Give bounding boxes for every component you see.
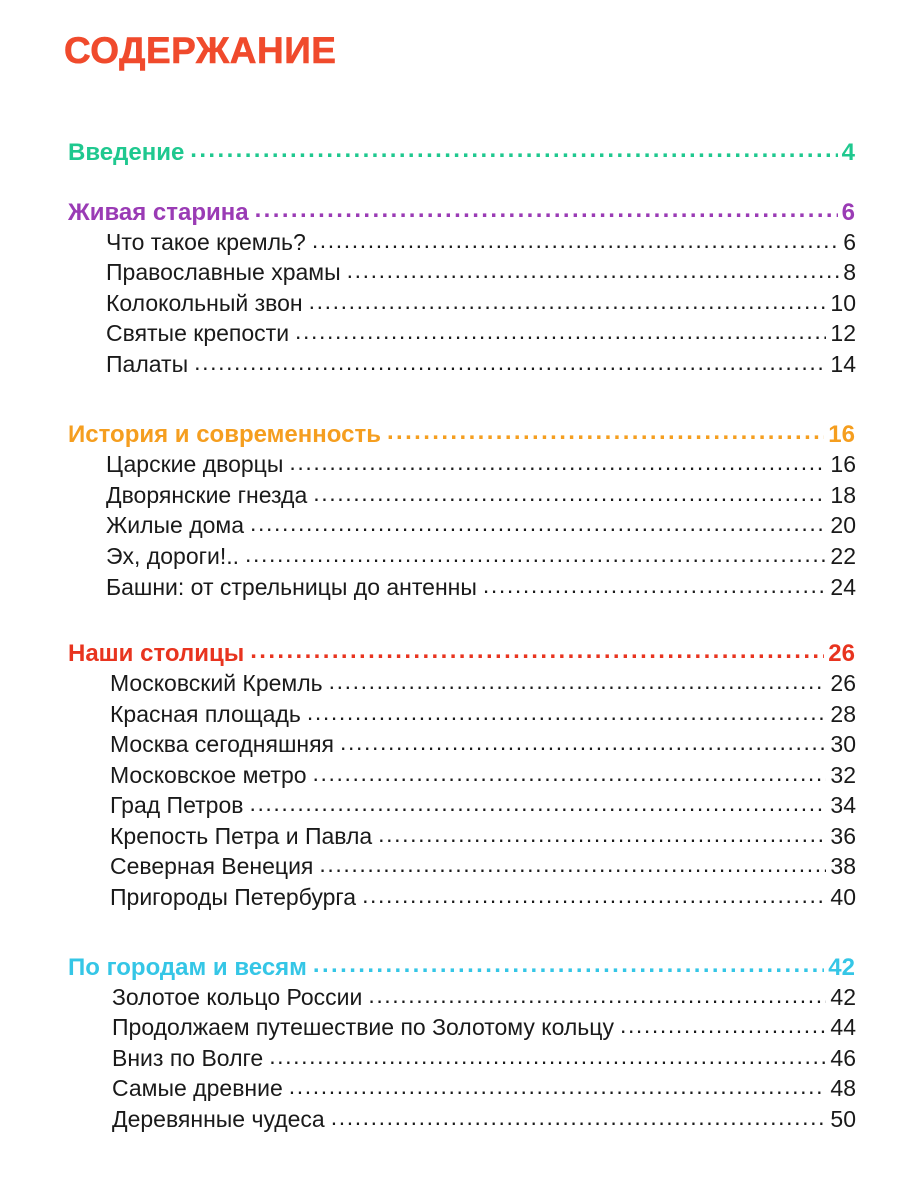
dot-leader — [319, 851, 826, 874]
dot-leader — [347, 257, 840, 280]
toc-item[interactable] — [110, 729, 856, 758]
dot-leader — [620, 1012, 826, 1035]
dot-leader — [378, 821, 826, 844]
item-page-number: 34 — [830, 792, 856, 818]
section-page-number: 16 — [828, 421, 855, 448]
item-page-number: 42 — [830, 984, 856, 1010]
item-title: Деревянные чудеса — [112, 1106, 325, 1132]
dot-leader — [295, 318, 826, 341]
toc-item[interactable] — [106, 288, 856, 317]
item-page-number: 10 — [830, 290, 856, 316]
toc-item[interactable] — [106, 318, 856, 347]
item-title: Продолжаем путешествие по Золотому кольцу — [112, 1014, 614, 1040]
dot-leader — [387, 418, 824, 442]
toc-item[interactable] — [112, 1043, 856, 1072]
section-page-number: 6 — [841, 199, 855, 226]
item-page-number: 48 — [830, 1075, 856, 1101]
item-page-number: 26 — [830, 670, 856, 696]
item-title: Святые крепости — [106, 320, 290, 346]
toc-item[interactable] — [112, 1012, 856, 1041]
dot-leader — [289, 1073, 827, 1096]
toc-item[interactable] — [106, 480, 856, 509]
item-title: Московский Кремль — [110, 670, 323, 696]
dot-leader — [362, 882, 826, 905]
toc-section[interactable] — [68, 951, 855, 982]
section-page-number: 26 — [828, 640, 855, 667]
item-title: Пригороды Петербурга — [110, 884, 357, 910]
toc-item[interactable] — [110, 882, 856, 911]
item-title: Вниз по Волге — [112, 1045, 264, 1071]
toc-section[interactable] — [68, 418, 855, 449]
toc-item[interactable] — [106, 572, 856, 601]
dot-leader — [313, 480, 826, 503]
item-title: Колокольный звон — [106, 290, 303, 316]
item-page-number: 22 — [830, 543, 856, 569]
dot-leader — [309, 288, 827, 311]
toc-item[interactable] — [106, 349, 856, 378]
item-page-number: 20 — [830, 512, 856, 538]
item-page-number: 18 — [830, 482, 856, 508]
item-title: Северная Венеция — [110, 853, 314, 879]
item-page-number: 50 — [830, 1106, 856, 1132]
item-title: Крепость Петра и Павла — [110, 823, 373, 849]
item-title: Что такое кремль? — [106, 229, 306, 255]
toc-item[interactable] — [112, 982, 856, 1011]
section-title: История и современность — [68, 421, 381, 448]
item-title: Эх, дороги!.. — [106, 543, 240, 569]
item-title: Самые древние — [112, 1075, 283, 1101]
toc-item[interactable] — [106, 449, 856, 478]
toc-item[interactable] — [106, 257, 856, 286]
toc-section[interactable] — [68, 637, 855, 668]
item-title: Царские дворцы — [106, 451, 284, 477]
item-title: Жилые дома — [106, 512, 245, 538]
toc-item[interactable] — [110, 790, 856, 819]
item-title: Красная площадь — [110, 701, 301, 727]
dot-leader — [250, 637, 824, 661]
toc-item[interactable] — [112, 1104, 856, 1133]
dot-leader — [245, 541, 826, 564]
toc-section[interactable] — [68, 136, 855, 167]
section-page-number: 4 — [841, 139, 855, 166]
dot-leader — [194, 349, 826, 372]
page-title: СОДЕРЖАНИЕ — [64, 30, 337, 71]
item-title: Московское метро — [110, 762, 307, 788]
dot-leader — [312, 227, 839, 250]
item-page-number: 12 — [830, 320, 856, 346]
section-title: Наши столицы — [68, 640, 245, 667]
dot-leader — [250, 510, 826, 533]
item-page-number: 38 — [830, 853, 856, 879]
dot-leader — [483, 572, 827, 595]
dot-leader — [329, 668, 827, 691]
item-page-number: 30 — [830, 731, 856, 757]
toc-item[interactable] — [106, 510, 856, 539]
item-page-number: 24 — [830, 574, 856, 600]
item-title: Башни: от стрельницы до антенны — [106, 574, 477, 600]
item-title: Православные храмы — [106, 259, 341, 285]
toc-item[interactable] — [112, 1073, 856, 1102]
dot-leader — [313, 951, 824, 975]
dot-leader — [331, 1104, 827, 1127]
dot-leader — [313, 760, 827, 783]
item-page-number: 14 — [830, 351, 856, 377]
dot-leader — [368, 982, 826, 1005]
item-title: Москва сегодняшняя — [110, 731, 335, 757]
dot-leader — [307, 699, 827, 722]
item-page-number: 46 — [830, 1045, 856, 1071]
dot-leader — [289, 449, 826, 472]
dot-leader — [249, 790, 826, 813]
toc-item[interactable] — [110, 851, 856, 880]
item-page-number: 36 — [830, 823, 856, 849]
toc-item[interactable] — [110, 821, 856, 850]
item-title: Дворянские гнезда — [106, 482, 308, 508]
toc-item[interactable] — [110, 699, 856, 728]
item-page-number: 44 — [830, 1014, 856, 1040]
section-title: Введение — [68, 139, 185, 166]
item-page-number: 6 — [843, 229, 856, 255]
toc-item[interactable] — [106, 541, 856, 570]
toc-item[interactable] — [110, 668, 856, 697]
section-title: По городам и весям — [68, 954, 307, 981]
item-page-number: 16 — [830, 451, 856, 477]
item-title: Град Петров — [110, 792, 244, 818]
item-title: Палаты — [106, 351, 189, 377]
item-page-number: 8 — [843, 259, 856, 285]
section-title: Живая старина — [68, 199, 249, 226]
toc-section[interactable] — [68, 196, 855, 227]
section-page-number: 42 — [828, 954, 855, 981]
dot-leader — [269, 1043, 826, 1066]
item-title: Золотое кольцо России — [112, 984, 363, 1010]
item-page-number: 40 — [830, 884, 856, 910]
item-page-number: 32 — [830, 762, 856, 788]
toc-item[interactable] — [106, 227, 856, 256]
toc-item[interactable] — [110, 760, 856, 789]
item-page-number: 28 — [830, 701, 856, 727]
dot-leader — [255, 196, 838, 220]
dot-leader — [340, 729, 826, 752]
dot-leader — [190, 136, 837, 160]
